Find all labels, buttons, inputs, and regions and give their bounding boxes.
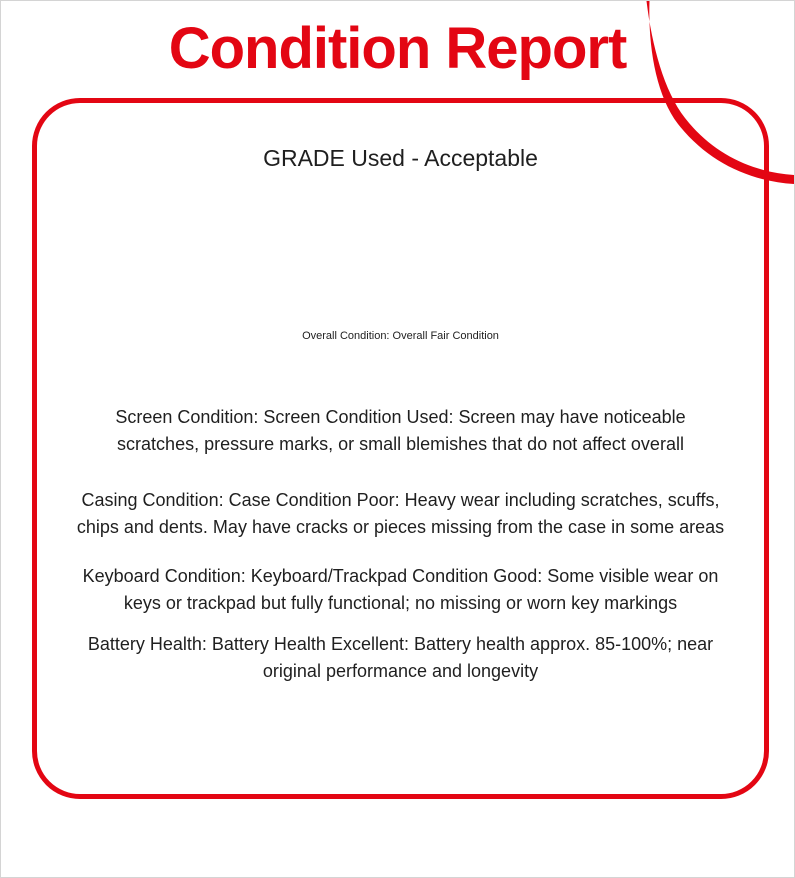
report-box <box>32 98 769 799</box>
keyboard-condition-text: Keyboard Condition: Keyboard/Trackpad Condition Good: Some visible wear on keys or trackpad but fully functional; no missing or worn key markings <box>82 566 719 613</box>
page-title: Condition Report <box>168 16 627 81</box>
overall-condition-line: Overall Condition: Overall Fair Condition <box>302 330 499 342</box>
screen-condition-text: Screen Condition: Screen Condition Used: Screen may have noticeable scratches, pressure marks, or small blemishes that do not affect overall <box>115 407 686 454</box>
battery-health-text: Battery Health: Battery Health Excellent: Battery health approx. 85-100%; near original performance and longevity <box>87 634 714 681</box>
casing-condition-text: Casing Condition: Case Condition Poor: Heavy wear including scratches, scuffs, chips and dents. May have cracks or pieces missing from the case in some areas <box>76 490 725 537</box>
grade-heading: GRADE Used - Acceptable <box>263 145 538 171</box>
